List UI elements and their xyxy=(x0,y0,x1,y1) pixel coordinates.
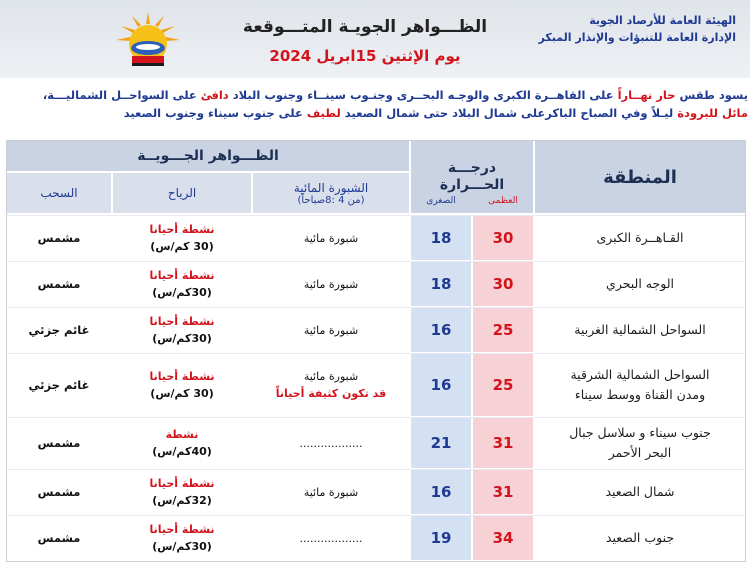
table-subheader-row xyxy=(7,173,745,213)
min-temp-cell: 16 xyxy=(411,354,471,416)
max-temp-cell: 25 xyxy=(473,308,533,352)
max-temp-header: العظمى xyxy=(488,196,518,206)
winds-cell xyxy=(113,216,251,260)
fog-cell xyxy=(253,308,409,352)
wind-speed: (32كم/س) xyxy=(152,494,212,507)
winds-cell xyxy=(113,418,251,468)
table-row xyxy=(7,261,745,306)
clouds-cell: مشمس xyxy=(37,531,81,545)
min-temp-cell: 16 xyxy=(411,308,471,352)
fog-header xyxy=(253,173,409,213)
clouds-cell: مشمس xyxy=(37,485,81,499)
fog-cell xyxy=(253,354,409,416)
min-temp-cell: 18 xyxy=(411,262,471,306)
summary-text: ليـلاً وفي الصباح الباكرعلى شمال البلاد حتى شمال الصعيد xyxy=(340,106,678,120)
fog-cell xyxy=(253,470,409,514)
temperature-header: درجـــة الحـــرارة xyxy=(411,141,533,213)
wind-status: نشطة أحيانا xyxy=(149,269,215,282)
summary-text: على جنوب سيناء وجنوب الصعيد xyxy=(123,106,307,120)
fog-cell xyxy=(253,262,409,306)
max-temp-cell: 31 xyxy=(473,418,533,468)
region-header: المنطقة xyxy=(535,141,745,213)
max-temp-cell: 31 xyxy=(473,470,533,514)
max-temp-cell: 30 xyxy=(473,262,533,306)
summary-highlight: مائل للبرودة xyxy=(677,106,748,120)
wind-speed: (30كم/س) xyxy=(152,332,212,345)
winds-cell xyxy=(113,308,251,352)
region-cell: القـاهــرة الكبرى xyxy=(596,230,684,245)
fog-value: .................. xyxy=(299,531,363,545)
organization-name xyxy=(539,12,736,46)
summary-highlight: حار نهــاراً xyxy=(617,88,676,102)
max-temp-cell: 34 xyxy=(473,516,533,560)
fog-header-label: الشبورة المائية xyxy=(293,180,369,195)
weather-summary xyxy=(20,86,748,122)
region-cell: السواحل الشمالية الغربية xyxy=(574,322,706,337)
table-row xyxy=(7,307,745,352)
min-temp-cell: 16 xyxy=(411,470,471,514)
clouds-cell: مشمس xyxy=(37,277,81,291)
wind-status: نشطة xyxy=(165,428,199,441)
winds-cell xyxy=(113,516,251,560)
wind-status: نشطة أحيانا xyxy=(149,523,215,536)
wind-speed: (30 كم/س) xyxy=(150,240,214,253)
region-cell: السواحل الشمالية الشرقية ومدن القناة ووسط سيناء xyxy=(570,367,710,402)
wind-status: نشطة أحيانا xyxy=(149,370,215,383)
fog-value: شبورة مائية xyxy=(303,323,359,337)
region-cell: جنوب الصعيد xyxy=(605,530,675,545)
fog-value: شبورة مائية xyxy=(303,485,359,499)
min-temp-cell: 21 xyxy=(411,418,471,468)
summary-text: على القاهــرة الكبرى والوجـه البحــرى وجنـوب سينــاء وجنوب البلاد xyxy=(228,88,618,102)
fog-header-sub: (من 4 :8صباحاً) xyxy=(297,194,365,206)
region-cell: جنوب سيناء و سلاسل جبال البحر الأحمر xyxy=(569,425,711,460)
min-temp-cell: 19 xyxy=(411,516,471,560)
wind-speed: (30كم/س) xyxy=(152,286,212,299)
page-title: الظـــواهر الجويـة المتـــوقعة xyxy=(242,17,488,37)
fog-note: قد تكون كثيفة أحياناً xyxy=(275,387,387,400)
fog-value: شبورة مائية xyxy=(303,231,359,245)
wind-speed: (30كم/س) xyxy=(152,540,212,553)
region-cell: الوجه البحري xyxy=(606,276,674,291)
org-line-1: الهيئة العامة للأرصاد الجوية xyxy=(589,14,736,27)
region-cell: شمال الصعيد xyxy=(605,484,675,499)
wind-status: نشطة أحيانا xyxy=(149,315,215,328)
wind-speed: (40كم/س) xyxy=(152,445,212,458)
wind-status: نشطة أحيانا xyxy=(149,477,215,490)
forecast-table xyxy=(6,140,746,562)
summary-text: يسود طقس xyxy=(675,88,748,102)
phenomena-header: الظـــواهر الجـــويــة xyxy=(7,141,409,171)
summary-line-1 xyxy=(20,86,748,104)
document-header xyxy=(0,0,750,78)
clouds-cell: غائم جزئي xyxy=(28,378,90,392)
summary-highlight: لطيف xyxy=(306,106,341,120)
winds-cell xyxy=(113,262,251,306)
summary-text: على السواحــل الشماليـــة، xyxy=(42,88,201,102)
wind-status: نشطة أحيانا xyxy=(149,223,215,236)
fog-value: شبورة مائية xyxy=(303,277,359,291)
summary-highlight: دافئ xyxy=(200,88,229,102)
max-temp-cell: 30 xyxy=(473,216,533,260)
fog-cell xyxy=(253,216,409,260)
summary-line-2 xyxy=(20,104,748,122)
winds-cell xyxy=(113,354,251,416)
clouds-cell: مشمس xyxy=(37,231,81,245)
forecast-date: يوم الإثنين 15ابريل 2024 xyxy=(269,47,461,65)
winds-cell xyxy=(113,470,251,514)
min-temp-header: الصغرى xyxy=(426,196,456,206)
winds-header: الرياح xyxy=(113,173,251,213)
fog-value: .................. xyxy=(299,436,363,450)
wind-speed: (30 كم/س) xyxy=(150,387,214,400)
table-row xyxy=(7,469,745,514)
org-line-2: الإدارة العامة للتنبؤات والإنذار المبكر xyxy=(538,31,736,44)
min-temp-cell: 18 xyxy=(411,216,471,260)
table-row xyxy=(7,215,745,260)
fog-cell xyxy=(253,418,409,468)
fog-value: شبورة مائية xyxy=(303,370,359,383)
max-temp-cell: 25 xyxy=(473,354,533,416)
table-row xyxy=(7,417,745,468)
table-row xyxy=(7,353,745,416)
clouds-header: السحب xyxy=(7,173,111,213)
table-row xyxy=(7,515,745,560)
clouds-cell: مشمس xyxy=(37,436,81,450)
fog-cell xyxy=(253,516,409,560)
clouds-cell: غائم جزئي xyxy=(28,323,90,337)
